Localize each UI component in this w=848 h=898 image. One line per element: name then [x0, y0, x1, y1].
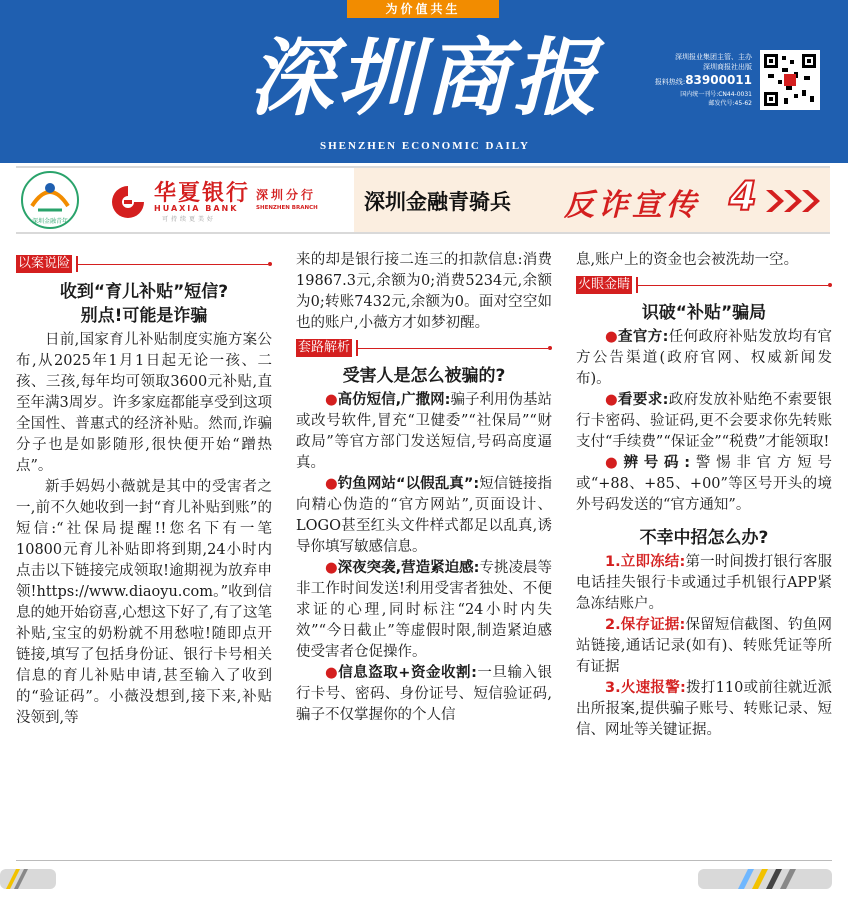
partner-caption: 深圳金融青年 — [31, 218, 68, 225]
step-item — [576, 552, 832, 615]
tag-rule — [638, 285, 828, 286]
bullet-item — [296, 474, 552, 558]
section-tag-label: 套路解析 — [298, 340, 351, 355]
step-lead: 3.火速报警: — [605, 680, 686, 696]
article-headline — [16, 280, 272, 328]
tag-rule — [358, 348, 548, 349]
step-text: 保留短信截图、钓鱼网站链接,通话记录(如有)、转账凭证等所有证据 — [576, 617, 832, 675]
campaign-banner — [16, 166, 830, 234]
bullet-text: 警惕非官方短号或“+88、+85、+00”等区号开头的境外号码发送的“官方通知”。 — [576, 455, 832, 513]
tag-dot — [268, 262, 272, 266]
hotline — [632, 72, 752, 90]
publisher-info — [632, 52, 752, 108]
newspaper-title-en: SHENZHEN ECONOMIC DAILY — [319, 140, 530, 152]
bullet-text: 任何政府补贴发放均有官方公告渠道(政府官网、权威新闻发布)。 — [576, 329, 832, 387]
banner-slogan: 深圳金融青骑兵 — [364, 190, 511, 214]
bullet-text: 专挑凌晨等非工作时间发送!利用受害者独处、不便求证的心理,同时标注“24小时内失效”“今日截止”等虚假时限,制造紧迫感使受害者仓促操作。 — [296, 560, 552, 660]
section-tag-insight — [576, 275, 832, 295]
section-tag-analysis — [296, 338, 552, 358]
body-paragraph-continued: 来的却是银行接二连三的扣款信息:消费19867.3元,余额为0;消费5234元,余额为0;转账7432元,余额为0。面对空空如也的账户,小薇方才如梦初醒。 — [296, 252, 552, 331]
bank-branch: 深圳分行 — [256, 188, 317, 202]
bullet-lead: 高仿短信,广撒网: — [337, 392, 451, 408]
bullet-dot-icon: ● — [605, 329, 619, 345]
bullet-dot-icon: ● — [325, 560, 338, 576]
footer-stripes-right — [698, 869, 832, 889]
bullet-item — [296, 558, 552, 663]
publisher-line2: 深圳商报社出版 — [703, 63, 752, 71]
bullet-lead: 信息盗取+资金收割: — [338, 665, 477, 681]
body-paragraph-continued: 息,账户上的资金也会被洗劫一空。 — [576, 252, 799, 268]
column-3 — [576, 250, 832, 741]
step-text: 第一时间拨打银行客服电话挂失银行卡或通过手机银行APP紧急冻结账户。 — [576, 554, 832, 612]
bullet-text: 一旦输入银行卡号、密码、身份证号、短信验证码,骗子不仅掌握你的个人信 — [296, 665, 553, 723]
footer-rule — [16, 860, 832, 861]
qr-code-icon[interactable] — [760, 50, 820, 110]
body-paragraph: 日前,国家育儿补贴制度实施方案公布,从2025年1月1日起无论一孩、二孩、三孩,每年均可领取3600元补贴,直至年满3周岁。许多家庭都能享受到这项全国性、普惠式的经济补贴。然而,诈骗分子也是如影随形,很快便开始“蹭热点”。 — [16, 332, 272, 474]
tag-rule — [78, 264, 268, 265]
bullet-lead: 看要求: — [618, 392, 669, 408]
masthead — [0, 0, 848, 163]
tag-dot — [548, 346, 552, 350]
body-paragraph: 新手妈妈小薇就是其中的受害者之一,前不久她收到一封“育儿补贴到账”的短信:“社保局提醒!!您名下有一笔10800元育儿补贴即将到期,24小时内点击以下链接完成领取!逾期视为放弃申领!https://www.diaoyu.com。”收到信息的她开始窃喜,心想这下好了,有了这笔补贴,宝宝的奶粉就不用愁啦!随即点开链接,填写了包括身份证、银行卡号相关信息的育儿补贴申请,甚至输入了收到的“验证码”。小薇没想到,接下来,补贴没领到,等 — [16, 479, 272, 726]
banner-campaign-title: 反诈宣传 — [564, 188, 700, 223]
bullet-lead: 深夜突袭,营造紧迫感: — [337, 560, 480, 576]
column-2 — [296, 250, 552, 726]
bullet-item — [576, 390, 832, 453]
step-text: 拨打110或前往就近派出所报案,提供骗子账号、转账记录、短信、网址等关键证据。 — [576, 680, 832, 738]
newspaper-title: 深圳商报 — [248, 28, 601, 127]
step-item — [576, 678, 832, 741]
banner-issue-number: 4 — [729, 174, 757, 220]
bullet-item — [296, 663, 552, 726]
masthead-slogan: 为价值共生 — [347, 0, 499, 18]
section-tag-case — [16, 254, 272, 274]
section-tag-label: 以案说险 — [18, 256, 71, 271]
publisher-line1: 深圳报业集团主管、主办 — [675, 53, 752, 61]
subheading: 识破“补贴”骗局 — [641, 303, 767, 323]
bullet-lead: 查官方: — [618, 329, 669, 345]
bullet-dot-icon: ● — [605, 455, 624, 471]
hotline-label: 报料热线: — [654, 78, 686, 86]
bullet-item — [576, 327, 832, 390]
shenzhen-finance-youth-logo — [18, 170, 82, 232]
cn-code: 国内统一刊号:CN44-0031 — [680, 91, 752, 98]
bullet-text: 短信链接指向精心伪造的“官方网站”,页面设计、LOGO甚至红头文件样式都足以乱真,诱导你填写敏感信息。 — [296, 476, 552, 555]
step-lead: 1.立即冻结: — [605, 554, 686, 570]
bullet-item — [576, 453, 832, 516]
bank-branch-en: SHENZHEN BRANCH — [256, 205, 318, 211]
bullet-dot-icon: ● — [605, 392, 619, 408]
step-item — [576, 615, 832, 678]
bullet-text: 政府发放补贴绝不索要银行卡密码、验证码,更不会要求你先转账支付“手续费”“保证金”“税费”才能领取! — [576, 392, 832, 450]
tag-dot — [828, 283, 832, 287]
headline-line2: 别点!可能是诈骗 — [80, 306, 208, 326]
bullet-lead: 钓鱼网站“以假乱真”: — [337, 476, 480, 492]
subheading: 不幸中招怎么办? — [639, 528, 769, 548]
step-lead: 2.保存证据: — [605, 617, 686, 633]
bank-name: 华夏银行 — [154, 181, 251, 206]
subheading: 受害人是怎么被骗的? — [342, 366, 506, 386]
chevron-arrows-icon — [764, 184, 824, 218]
section-tag-label: 火眼金睛 — [578, 277, 631, 292]
bullet-dot-icon: ● — [325, 392, 338, 408]
banner-campaign-panel — [354, 168, 830, 232]
hotline-number: 83900011 — [685, 73, 752, 87]
bank-name-en: HUAXIA BANK — [154, 204, 239, 213]
postal-code: 邮发代号:45-62 — [708, 100, 752, 107]
bullet-dot-icon: ● — [325, 665, 339, 681]
column-1 — [16, 250, 272, 729]
bullet-dot-icon: ● — [325, 476, 338, 492]
footer-stripes-left — [0, 869, 56, 889]
bullet-item — [296, 390, 552, 474]
huaxia-bank-logo-icon — [110, 184, 146, 220]
headline-line1: 收到“育儿补贴”短信? — [59, 282, 229, 302]
bank-tagline: 可持续更美好 — [162, 216, 217, 223]
bullet-lead: 辨号码: — [623, 455, 691, 471]
bullet-text: 骗子利用伪基站或改号软件,冒充“卫健委”“社保局”“财政局”等官方部门发送短信,号码高度逼真。 — [296, 392, 552, 471]
